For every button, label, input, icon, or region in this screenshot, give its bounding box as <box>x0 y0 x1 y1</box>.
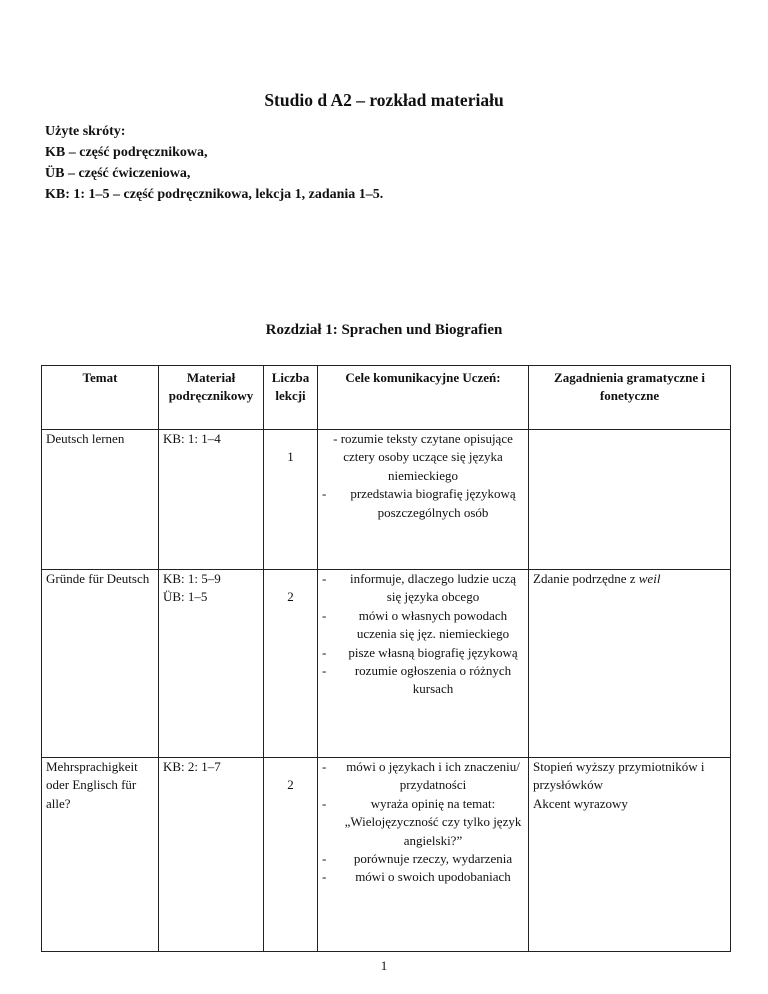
cell-goals <box>318 758 529 952</box>
abbreviations-block <box>45 121 383 205</box>
goal-item: - wyraża opinię na temat: „Wielojęzyczność czy tylko język angielski?” <box>322 795 522 848</box>
material-line: KB: 1: 1–4 <box>163 431 221 446</box>
cell-grammar <box>529 430 731 570</box>
cell-goals <box>318 430 529 570</box>
material-line: KB: 1: 5–9 <box>163 571 221 586</box>
document-title: Studio d A2 – rozkład materiału <box>264 90 504 110</box>
table-row <box>42 570 731 758</box>
cell-lessons <box>264 758 318 952</box>
cell-material <box>159 758 264 952</box>
abbreviation-example: KB: 1: 1–5 – część podręcznikowa, lekcja 1, zadania 1–5. <box>45 187 384 202</box>
cell-material <box>159 430 264 570</box>
abbreviation-ub: ÜB – część ćwiczeniowa, <box>45 166 191 181</box>
goal-item: - przedstawia biografię językową poszczególnych osób <box>322 486 516 520</box>
chapter-heading: Rozdział 1: Sprachen und Biografien <box>265 322 503 338</box>
table-row <box>42 430 731 570</box>
goal-item: - pisze własną biografię językową <box>322 644 518 660</box>
header-goals: Cele komunikacyjne Uczeń: <box>318 366 529 430</box>
goal-item: - porównuje rzeczy, wydarzenia <box>322 851 513 867</box>
goal-item: - rozumie teksty czytane opisujące cztery osoby uczące się języka niemieckiego <box>333 431 513 483</box>
table-row <box>42 758 731 952</box>
grammar-line: Akcent wyrazowy <box>533 795 628 811</box>
cell-lessons <box>264 430 318 570</box>
header-lessons: Liczba lekcji <box>264 366 318 430</box>
material-line: ÜB: 1–5 <box>163 589 208 605</box>
goal-item: - mówi o własnych powodach uczenia się jęz. niemieckiego <box>322 607 510 642</box>
abbreviations-heading: Użyte skróty: <box>45 124 126 139</box>
cell-material <box>159 570 264 758</box>
lessons-count: 1 <box>287 449 294 464</box>
abbreviation-kb: KB – część podręcznikowa, <box>45 145 208 160</box>
header-grammar: Zagadnienia gramatyczne i fonetyczne <box>529 366 731 430</box>
grammar-line: Zdanie podrzędne z <box>533 571 636 586</box>
goal-item: - mówi o swoich upodobaniach <box>322 869 511 885</box>
table-header-row <box>42 366 731 430</box>
lessons-count: 2 <box>287 589 294 604</box>
lessons-count: 2 <box>287 777 294 792</box>
cell-topic: Deutsch lernen <box>42 430 159 570</box>
grammar-line: Stopień wyższy przymiotników i przysłówków <box>533 759 705 793</box>
cell-topic: Mehrsprachigkeit oder Englisch für alle? <box>42 758 159 952</box>
header-topic: Temat <box>42 366 159 430</box>
material-line: KB: 2: 1–7 <box>163 759 221 774</box>
goal-item: - mówi o językach i ich znaczeniu/ przydatności <box>322 759 520 793</box>
goal-item: - informuje, dlaczego ludzie uczą się języka obcego <box>322 571 517 605</box>
cell-grammar <box>529 758 731 952</box>
header-material: Materiał podręcznikowy <box>159 366 264 430</box>
grammar-emphasis: weil <box>638 571 661 586</box>
cell-goals <box>318 570 529 758</box>
syllabus-table <box>41 365 731 952</box>
cell-grammar <box>529 570 731 758</box>
page-number: 1 <box>380 958 388 973</box>
goal-item: - rozumie ogłoszenia o różnych kursach <box>322 663 512 697</box>
cell-topic: Gründe für Deutsch <box>42 570 159 758</box>
cell-lessons <box>264 570 318 758</box>
